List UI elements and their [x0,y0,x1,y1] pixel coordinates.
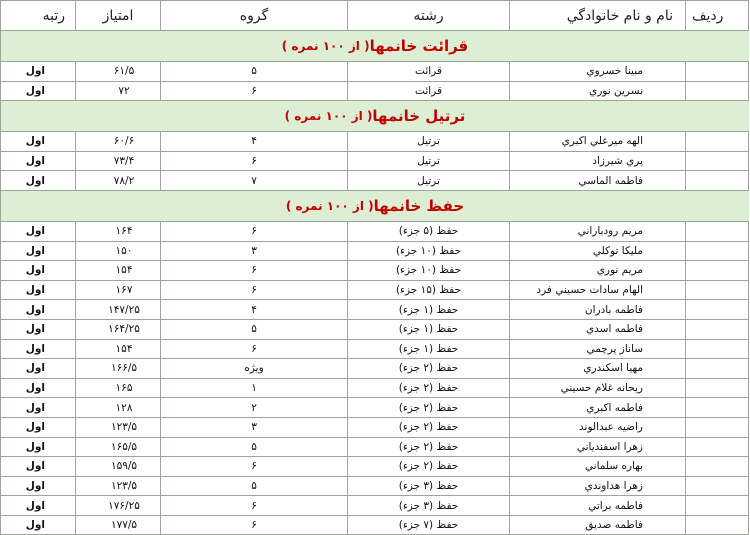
field-cell: حفظ (۱ جزء) [348,300,510,320]
header-name: نام و نام خانوادگي [510,1,686,31]
name-cell: مريم نوري [510,261,686,281]
name-cell: مريم رودباراني [510,222,686,242]
group-cell: ۶ [161,340,348,360]
index-cell [686,281,749,301]
table-row [1,379,749,399]
rank-cell: اول [1,82,76,102]
rank-cell: اول [1,152,76,172]
score-cell: ۱۶۴ [76,222,161,242]
index-cell [686,152,749,172]
name-cell: فاطمه اسدي [510,320,686,340]
field-cell: ترتيل [348,171,510,191]
index-cell [686,62,749,82]
name-cell: مليكا توكلي [510,242,686,262]
rank-cell: اول [1,222,76,242]
score-cell: ۱۶۴/۲۵ [76,320,161,340]
score-cell: ۱۲۸ [76,398,161,418]
rank-cell: اول [1,132,76,152]
field-cell: قرائت [348,62,510,82]
score-cell: ۶۱/۵ [76,62,161,82]
index-cell [686,438,749,458]
index-cell [686,516,749,535]
index-cell [686,82,749,102]
score-cell: ۱۶۵ [76,379,161,399]
table-row [1,171,749,191]
field-cell: حفظ (۳ جزء) [348,477,510,497]
score-cell: ۱۶۶/۵ [76,359,161,379]
table-row [1,438,749,458]
field-cell: حفظ (۲ جزء) [348,457,510,477]
group-cell: ۶ [161,457,348,477]
header-score: امتياز [76,1,161,31]
index-cell [686,359,749,379]
group-cell: ۷ [161,171,348,191]
section-title [1,31,749,62]
group-cell: ۴ [161,300,348,320]
score-cell: ۱۲۳/۵ [76,477,161,497]
rank-cell: اول [1,261,76,281]
table-row [1,477,749,497]
table-row [1,281,749,301]
rank-cell: اول [1,516,76,535]
index-cell [686,496,749,516]
field-cell: حفظ (۷ جزء) [348,516,510,535]
section-header [1,191,749,222]
index-cell [686,398,749,418]
score-cell: ۱۶۵/۵ [76,438,161,458]
score-cell: ۷۸/۲ [76,171,161,191]
rank-cell: اول [1,62,76,82]
table-row [1,516,749,535]
table-row [1,359,749,379]
rank-cell: اول [1,242,76,262]
index-cell [686,340,749,360]
section-header [1,101,749,132]
score-cell: ۱۵۴ [76,261,161,281]
table-row [1,300,749,320]
section-title [1,191,749,222]
name-cell: ساناز پرچمي [510,340,686,360]
group-cell: ۵ [161,62,348,82]
name-cell: فاطمه اكبري [510,398,686,418]
index-cell [686,300,749,320]
group-cell: ۶ [161,281,348,301]
score-cell: ۱۴۷/۲۵ [76,300,161,320]
group-cell: ۶ [161,82,348,102]
name-cell: الهام سادات حسيني فرد [510,281,686,301]
index-cell [686,457,749,477]
table-row [1,340,749,360]
field-cell: حفظ (۱۰ جزء) [348,261,510,281]
group-cell: ۶ [161,516,348,535]
name-cell: فاطمه الماسي [510,171,686,191]
section-subtitle: ( از ۱۰۰ نمره ) [285,198,374,213]
header-row [1,1,749,31]
section-title-text: قرائت خانمها [369,37,469,55]
name-cell: ريحانه غلام حسيني [510,379,686,399]
table-row [1,82,749,102]
table-row [1,418,749,438]
table-row [1,132,749,152]
rank-cell: اول [1,171,76,191]
section-title-text: ترتيل خانمها [372,107,466,126]
name-cell: فاطمه بادران [510,300,686,320]
group-cell: ۵ [161,320,348,340]
table-row [1,242,749,262]
group-cell: ۵ [161,477,348,497]
rank-cell: اول [1,418,76,438]
field-cell: قرائت [348,82,510,102]
score-cell: ۱۷۷/۵ [76,516,161,535]
name-cell: بهاره سلماني [510,457,686,477]
group-cell: ۶ [161,222,348,242]
name-cell: پري شيرزاد [510,152,686,172]
name-cell: فاطمه براتي [510,496,686,516]
index-cell [686,242,749,262]
field-cell: ترتيل [348,152,510,172]
section-subtitle: ( از ۱۰۰ نمره ) [281,39,370,53]
table-row [1,496,749,516]
index-cell [686,320,749,340]
header-rank: رتبه [1,1,76,31]
section-subtitle: ( از ۱۰۰ نمره ) [284,109,373,124]
table-row [1,320,749,340]
rank-cell: اول [1,398,76,418]
section-header [1,31,749,62]
rank-cell: اول [1,379,76,399]
section-title-text: حفظ خانمها [373,196,465,215]
table-row [1,457,749,477]
group-cell: ۶ [161,152,348,172]
group-cell: ۶ [161,496,348,516]
score-cell: ۱۶۷ [76,281,161,301]
field-cell: حفظ (۵ جزء) [348,222,510,242]
group-cell: ۲ [161,398,348,418]
table-body [1,31,749,535]
header-group: گروه [161,1,348,31]
group-cell: ويژه [161,359,348,379]
group-cell: ۳ [161,242,348,262]
index-cell [686,477,749,497]
rank-cell: اول [1,281,76,301]
field-cell: حفظ (۲ جزء) [348,379,510,399]
name-cell: نسرين نوري [510,82,686,102]
group-cell: ۵ [161,438,348,458]
index-cell [686,132,749,152]
rank-cell: اول [1,300,76,320]
field-cell: حفظ (۱۵ جزء) [348,281,510,301]
score-cell: ۶۰/۶ [76,132,161,152]
rank-cell: اول [1,496,76,516]
table-row [1,62,749,82]
header-field: رشته [348,1,510,31]
name-cell: فاطمه صديق [510,516,686,535]
name-cell: زهرا هداوندي [510,477,686,497]
name-cell: مهيا اسكندري [510,359,686,379]
group-cell: ۱ [161,379,348,399]
field-cell: حفظ (۳ جزء) [348,496,510,516]
score-cell: ۱۵۴ [76,340,161,360]
field-cell: حفظ (۱ جزء) [348,340,510,360]
field-cell: حفظ (۱۰ جزء) [348,242,510,262]
table-row [1,398,749,418]
rank-cell: اول [1,320,76,340]
name-cell: زهرا اسفندياني [510,438,686,458]
score-cell: ۱۵۹/۵ [76,457,161,477]
name-cell: الهه ميرعلي اكبري [510,132,686,152]
group-cell: ۶ [161,261,348,281]
field-cell: حفظ (۲ جزء) [348,418,510,438]
score-cell: ۱۵۰ [76,242,161,262]
table-row [1,152,749,172]
field-cell: حفظ (۲ جزء) [348,398,510,418]
index-cell [686,379,749,399]
score-cell: ۱۲۳/۵ [76,418,161,438]
name-cell: مبينا خسروي [510,62,686,82]
header-index: ردیف [686,1,749,31]
group-cell: ۳ [161,418,348,438]
index-cell [686,222,749,242]
name-cell: راضيه عبدالوند [510,418,686,438]
section-title [1,101,749,132]
rank-cell: اول [1,438,76,458]
index-cell [686,171,749,191]
rank-cell: اول [1,457,76,477]
rank-cell: اول [1,359,76,379]
group-cell: ۴ [161,132,348,152]
rank-cell: اول [1,477,76,497]
index-cell [686,418,749,438]
score-cell: ۷۳/۴ [76,152,161,172]
score-cell: ۱۷۶/۲۵ [76,496,161,516]
rank-cell: اول [1,340,76,360]
index-cell [686,261,749,281]
field-cell: حفظ (۲ جزء) [348,438,510,458]
field-cell: حفظ (۲ جزء) [348,359,510,379]
table-row [1,222,749,242]
field-cell: حفظ (۱ جزء) [348,320,510,340]
score-cell: ۷۲ [76,82,161,102]
table-row [1,261,749,281]
field-cell: ترتيل [348,132,510,152]
